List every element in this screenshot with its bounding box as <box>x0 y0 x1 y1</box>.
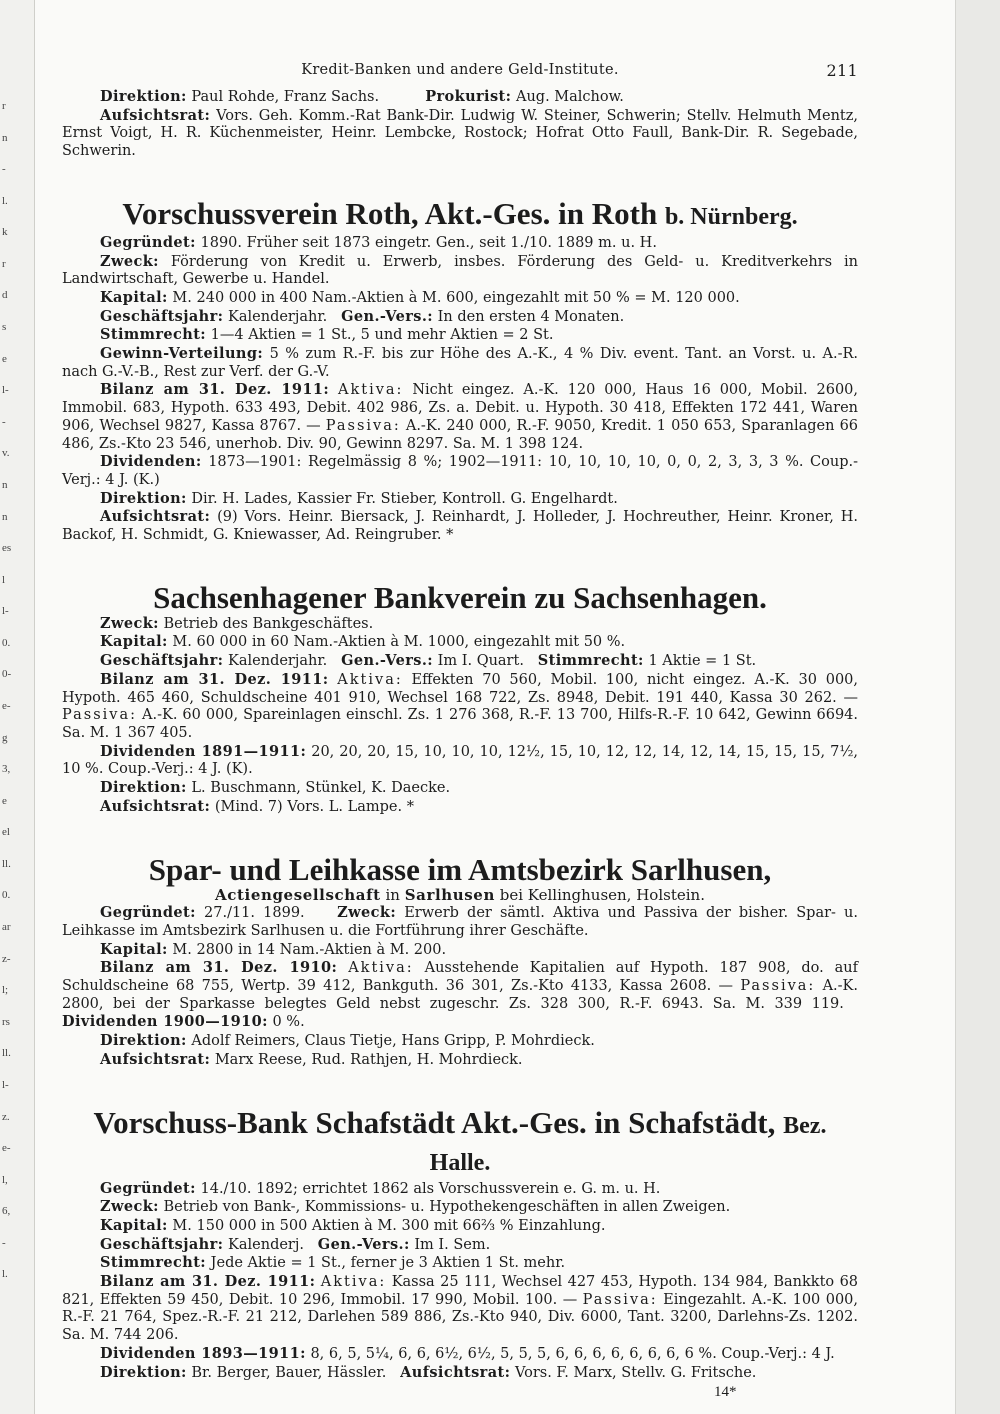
gj-label: Geschäftsjahr: <box>100 1235 224 1253</box>
ar-text: (Mind. 7) Vors. L. Lampe. * <box>214 798 414 815</box>
gutter-fragment: - <box>2 1236 6 1249</box>
entry-title <box>62 197 858 234</box>
genvers-text: Im I. Sem. <box>414 1236 491 1253</box>
bilanz-label: Bilanz am 31. Dez. 1910: <box>100 959 338 977</box>
gutter-fragment: 0. <box>2 636 11 649</box>
gutter-fragment: ll. <box>2 857 11 870</box>
page-edge <box>955 0 1000 1414</box>
kapital <box>62 633 858 652</box>
gutter-fragment: n <box>2 131 8 144</box>
gegruendet-zweck <box>62 904 858 940</box>
stimm-text: Jede Aktie = 1 St., ferner je 3 Aktien 1 St. mehr. <box>210 1255 566 1272</box>
zweck <box>62 615 858 634</box>
page-content <box>62 62 858 1382</box>
genvers-text: In den ersten 4 Monaten. <box>437 308 625 325</box>
gutter-fragment: e- <box>2 700 11 712</box>
gutter-fragment: l; <box>2 984 9 997</box>
aufsichtsrat <box>62 508 858 544</box>
kapital-label: Kapital: <box>100 288 168 306</box>
dir-label: Direktion: <box>100 779 187 797</box>
gutter-fragment: l- <box>2 605 9 618</box>
gutter-fragment: e <box>2 794 7 807</box>
gutter-fragment: e <box>2 352 7 365</box>
kapital <box>62 289 858 308</box>
div-text: 0 %. <box>272 1014 305 1031</box>
gutter-fragment: 3, <box>2 763 11 776</box>
stimm-label: Stimmrecht: <box>100 1254 207 1272</box>
gegruendet-label: Gegründet: <box>100 233 196 251</box>
stimmrecht <box>62 1254 858 1273</box>
gutter-fragment: z. <box>2 1110 10 1123</box>
bilanz <box>62 381 858 453</box>
dividenden <box>62 743 858 779</box>
gutter-fragment: es <box>2 542 12 555</box>
geschaeftsjahr <box>62 1236 858 1255</box>
prokurist-label: Prokurist: <box>425 88 512 105</box>
passiva-word: Passiva: <box>582 1291 658 1308</box>
entry-roth <box>62 197 858 545</box>
gutter-fragment: n <box>2 510 8 523</box>
gj-label: Geschäftsjahr: <box>100 652 224 670</box>
zweck-label: Zweck: <box>100 252 159 270</box>
kapital-text: M. 60 000 in 60 Nam.-Aktien à M. 1000, eingezahlt mit 50 %. <box>172 634 626 651</box>
gegruendet-text: 27./11. 1899. <box>204 905 305 922</box>
title-b: b. Nürnberg. <box>664 203 798 230</box>
prokurist-text: Aug. Malchow. <box>515 89 624 105</box>
bilanz-text-a: Effekten 70 560, Mobil. 100, nicht eingez. A.-K. 30 000, Hypoth. 465 460, Schuldscheine 401 910, Wechsel 168 722, Zs. 8948, Debit. 191 440, Kassa 30 262. — <box>62 671 859 706</box>
genvers-label: Gen.-Vers.: <box>317 1235 410 1253</box>
direktion-aufsichtsrat <box>62 1364 858 1383</box>
passiva-word: Passiva: <box>62 707 137 724</box>
gutter-fragment: v. <box>2 447 10 460</box>
gutter-fragment: 0- <box>2 668 12 681</box>
genvers-label: Gen.-Vers.: <box>341 652 434 670</box>
bilanz <box>62 1273 858 1345</box>
gewinn-verteilung <box>62 345 858 381</box>
genvers-text: Im I. Quart. <box>437 653 524 670</box>
gutter-fragment: r <box>2 100 6 112</box>
kapital-label: Kapital: <box>100 1216 168 1234</box>
gutter-fragment: l, <box>2 1173 8 1186</box>
direktion-line <box>62 88 858 107</box>
gj-label: Geschäftsjahr: <box>100 307 224 325</box>
entry-sachsenhagen <box>62 581 858 817</box>
sub-bold-a: Actiengesellschaft <box>215 885 381 904</box>
gj-text: Kalenderjahr. <box>228 653 328 670</box>
div-text: 1873—1901: Regelmässig 8 %; 1902—1911: 10, 10, 10, 10, 0, 0, 2, 3, 3, 3 %. Coup.-Verj.: 4 J. (K.) <box>62 454 859 488</box>
gj-text: Kalenderj. <box>228 1236 304 1253</box>
title-a: Vorschuss-Bank Schafstädt Akt.-Ges. in Schafstädt, <box>93 1104 776 1140</box>
div-label: Dividenden 1891—1911: <box>100 742 307 760</box>
aktiva-word: Aktiva: <box>337 671 403 688</box>
kapital-text: M. 2800 in 14 Nam.-Aktien à M. 200. <box>172 941 447 958</box>
title-a: Vorschussverein Roth, Akt.-Ges. in Roth <box>122 195 658 231</box>
bilanz-text-b: Eingezahlt. A.-K. 100 000, R.-F. 21 764, Spez.-R.-F. 21 212, Darlehen 589 886, Zs.-Kto 940, Div. 6000, Tant. 3200, Darlehns-Zs. 1202. Sa. M. 744 206. <box>62 1291 859 1344</box>
entry-title: Sachsenhagener Bankverein zu Sachsenhagen. <box>153 579 767 615</box>
gegruendet-label: Gegründet: <box>100 1179 196 1197</box>
bilanz-text-b: A.-K. 240 000, R.-F. 9050, Kredit. 1 050 653, Sparanlagen 66 486, Zs.-Kto 23 546, unerhob. Div. 90, Gewinn 8297. Sa. M. 1 398 124. <box>62 417 859 452</box>
aktiva-word: Aktiva: <box>348 960 414 977</box>
bilanz <box>62 959 858 1032</box>
zweck-text: Betrieb von Bank-, Kommissions- u. Hypothekengeschäften in allen Zweigen. <box>163 1199 731 1216</box>
direktion <box>62 779 858 798</box>
aufsichtsrat-text: Vors. Geh. Komm.-Rat Bank-Dir. Ludwig W. Steiner, Schwerin; Stellv. Helmuth Mentz, Ernst Voigt, H. R. Küchenmeister, Heinr. Lembcke, Rostock; Hofrat Otto Faull, Bank-Dir. R. Segebade, Schwerin. <box>62 107 858 160</box>
gegruendet-label: Gegründet: <box>100 904 196 922</box>
bilanz <box>62 671 858 743</box>
geschaeftsjahr <box>62 308 858 327</box>
gegruendet <box>62 1180 858 1199</box>
div-label: Dividenden 1893—1911: <box>100 1344 306 1362</box>
zweck-text: Förderung von Kredit u. Erwerb, insbes. Förderung des Geld- u. Kreditverkehrs in Landwirtschaft, Gewerbe u. Handel. <box>62 253 858 288</box>
ar-text: Vors. F. Marx, Stellv. G. Fritsche. <box>514 1364 757 1381</box>
entry-subtitle <box>62 887 858 905</box>
zweck <box>62 253 858 289</box>
zweck-text: Erwerb der sämtl. Aktiva und Passiva der bisher. Spar- u. Leihkasse im Amtsbezirk Sarlhusen u. die Fortführung ihrer Geschäfte. <box>62 905 859 939</box>
passiva-word: Passiva: <box>325 417 401 434</box>
bilanz-text-a: Nicht eingez. A.-K. 120 000, Haus 16 000, Mobil. 2600, Immobil. 683, Hypoth. 633 493, Debit. 402 986, Zs. a. Debit. u. Hypoth. 30 418, Effekten 172 441, Waren 906, Wechsel 9827, Kassa 8767. — <box>62 382 858 434</box>
previous-entry-tail <box>62 88 858 161</box>
gutter-fragment: l- <box>2 1078 9 1091</box>
div-label: Dividenden 1900—1910: <box>62 1013 268 1031</box>
direktion-label: Direktion: <box>100 88 187 105</box>
dir-label: Direktion: <box>100 1032 187 1050</box>
dir-label: Direktion: <box>100 1363 187 1381</box>
bilanz-label: Bilanz am 31. Dez. 1911: <box>100 1273 316 1291</box>
sub-bold-b: Sarlhusen <box>404 885 495 904</box>
dir-label: Direktion: <box>100 489 187 507</box>
sub-mid: in <box>385 885 400 904</box>
genvers-label: Gen.-Vers.: <box>341 307 434 325</box>
gutter-fragment: l. <box>2 194 8 207</box>
bilanz-text-b: A.-K. 60 000, Spareinlagen einschl. Zs. 1 276 368, R.-F. 13 700, Hilfs-R.-F. 10 642, Gewinn 6694. Sa. M. 1 367 405. <box>62 707 859 741</box>
gegruendet-text: 1890. Früher seit 1873 eingetr. Gen., seit 1./10. 1889 m. u. H. <box>200 234 657 251</box>
aufsichtsrat <box>62 798 858 817</box>
aktiva-word: Aktiva: <box>320 1274 387 1291</box>
zweck-label: Zweck: <box>100 614 159 632</box>
ar-label: Aufsichtsrat: <box>100 1050 211 1068</box>
gutter-fragment: ll. <box>2 1047 11 1060</box>
gutter-fragment: - <box>2 163 6 176</box>
ar-label: Aufsichtsrat: <box>400 1363 511 1381</box>
entry-title <box>62 1106 858 1180</box>
gutter-fragment: - <box>2 415 6 428</box>
stimmrecht <box>62 326 858 345</box>
kapital <box>62 1217 858 1236</box>
gutter-fragment: s <box>2 321 7 334</box>
bilanz-text-b: A.-K. 2800, bei der Sparkasse belegtes Geld nebst zugeschr. Zs. 328 300, R.-F. 6943. Sa. M. 339 119. <box>62 978 858 1012</box>
kapital-label: Kapital: <box>100 633 168 651</box>
gutter-fragment: n <box>2 478 8 491</box>
kapital-label: Kapital: <box>100 940 168 958</box>
gutter-fragment: 6, <box>2 1205 11 1218</box>
div-label: Dividenden: <box>100 453 202 471</box>
gutter-fragment: ar <box>2 921 11 934</box>
div-text: 20, 20, 20, 15, 10, 10, 10, 12½, 15, 10, 12, 12, 14, 12, 14, 15, 15, 15, 7½, 10 %. Coup.-Verj.: 4 J. (K). <box>62 743 859 778</box>
dir-text: Adolf Reimers, Claus Tietje, Hans Gripp, P. Mohrdieck. <box>191 1033 595 1050</box>
gegruendet <box>62 234 858 253</box>
gegruendet-text: 14./10. 1892; errichtet 1862 als Vorschussverein e. G. m. u. H. <box>200 1180 661 1197</box>
dir-text: Br. Berger, Bauer, Hässler. <box>191 1364 387 1381</box>
gutter-fragment: l. <box>2 1268 8 1281</box>
gutter-fragment: l <box>2 573 6 586</box>
gutter-fragment: rs <box>2 1015 10 1028</box>
sub-tail: bei Kellinghusen, Holstein. <box>499 885 705 904</box>
zweck <box>62 1198 858 1217</box>
gutter-fragment: l- <box>2 384 9 397</box>
gutter-fragment: e- <box>2 1142 11 1155</box>
direktion-text: Paul Rohde, Franz Sachs. <box>191 89 380 105</box>
div-text: 8, 6, 5, 5¼, 6, 6, 6½, 6½, 5, 5, 5, 6, 6, 6, 6, 6, 6, 6, 6 %. Coup.-Verj.: 4 J. <box>310 1345 835 1362</box>
gewinn-text: 5 % zum R.-F. bis zur Höhe des A.-K., 4 % Div. event. Tant. an Vorst. u. A.-R. nach G.-V.-B., Rest zur Verf. der G.-V. <box>62 346 858 380</box>
gutter-fragment: 0. <box>2 889 11 902</box>
kapital-text: M. 240 000 in 400 Nam.-Aktien à M. 600, eingezahlt mit 50 % = M. 120 000. <box>172 289 740 306</box>
ar-text: Marx Reese, Rud. Rathjen, H. Mohrdieck. <box>214 1051 523 1068</box>
running-head <box>62 62 858 88</box>
ar-label: Aufsichtsrat: <box>100 508 211 526</box>
bilanz-text-a: Kassa 25 111, Wechsel 427 453, Hypoth. 134 984, Bankkto 68 821, Effekten 59 450, Debit. 10 296, Immobil. 17 990, Mobil. 100. — <box>62 1274 859 1308</box>
dir-text: Dir. H. Lades, Kassier Fr. Stieber, Kontroll. G. Engelhardt. <box>191 490 618 507</box>
aktiva-word: Aktiva: <box>337 382 404 399</box>
dividenden <box>62 453 858 489</box>
signature-mark: 14* <box>714 1384 737 1400</box>
aufsichtsrat <box>62 1051 858 1070</box>
zweck-label: Zweck: <box>337 904 397 922</box>
zweck-text: Betrieb des Bankgeschäftes. <box>163 615 374 632</box>
gewinn-label: Gewinn-Verteilung: <box>100 345 264 363</box>
bilanz-label: Bilanz am 31. Dez. 1911: <box>100 670 329 688</box>
bilanz-label: Bilanz am 31. Dez. 1911: <box>100 381 330 399</box>
dir-text: L. Buschmann, Stünkel, K. Daecke. <box>191 780 451 797</box>
aufsichtsrat-line <box>62 107 858 161</box>
aufsichtsrat-label: Aufsichtsrat: <box>100 106 211 124</box>
gutter-fragment: el <box>2 826 10 839</box>
zweck-label: Zweck: <box>100 1198 159 1216</box>
entry-sarlhusen <box>62 853 858 1070</box>
kapital <box>62 941 858 960</box>
gutter-fragment: r <box>2 257 6 270</box>
title-b: Bez. Halle. <box>429 1112 827 1176</box>
gutter-fragment: d <box>2 289 8 302</box>
passiva-word: Passiva: <box>740 978 816 995</box>
gutter-fragment: z- <box>2 952 11 965</box>
entry-schafstaedt <box>62 1106 858 1383</box>
running-title: Kredit-Banken und andere Geld-Institute. <box>301 62 619 78</box>
entry-title: Spar- und Leihkasse im Amtsbezirk Sarlhusen, <box>148 851 772 887</box>
dividenden <box>62 1345 858 1364</box>
ar-text: (9) Vors. Heinr. Biersack, J. Reinhardt, J. Holleder, J. Hochreuther, Heinr. Kroner, H. Backof, H. Schmidt, G. Kniewasser, Ad. Reingruber. * <box>62 509 858 544</box>
stimm-label: Stimmrecht: <box>100 326 207 344</box>
page-number: 211 <box>826 61 858 80</box>
direktion <box>62 1032 858 1051</box>
direktion <box>62 490 858 509</box>
facing-page-gutter <box>0 0 35 1414</box>
ar-label: Aufsichtsrat: <box>100 797 211 815</box>
gutter-fragment: g <box>2 731 8 744</box>
stimm-text: 1 Aktie = 1 St. <box>648 653 757 670</box>
geschaeftsjahr <box>62 652 858 671</box>
bilanz-text-a: Ausstehende Kapitalien auf Hypoth. 187 908, do. auf Schuldscheine 68 755, Wertp. 39 412, Bankguth. 36 301, Zs.-Kto 4133, Kassa 2608. — <box>62 960 859 995</box>
kapital-text: M. 150 000 in 500 Aktien à M. 300 mit 66⅔ % Einzahlung. <box>172 1217 606 1234</box>
stimm-label: Stimmrecht: <box>537 652 644 670</box>
gutter-fragment: k <box>2 226 8 239</box>
gj-text: Kalenderjahr. <box>228 308 328 325</box>
stimm-text: 1—4 Aktien = 1 St., 5 und mehr Aktien = 2 St. <box>210 327 554 344</box>
